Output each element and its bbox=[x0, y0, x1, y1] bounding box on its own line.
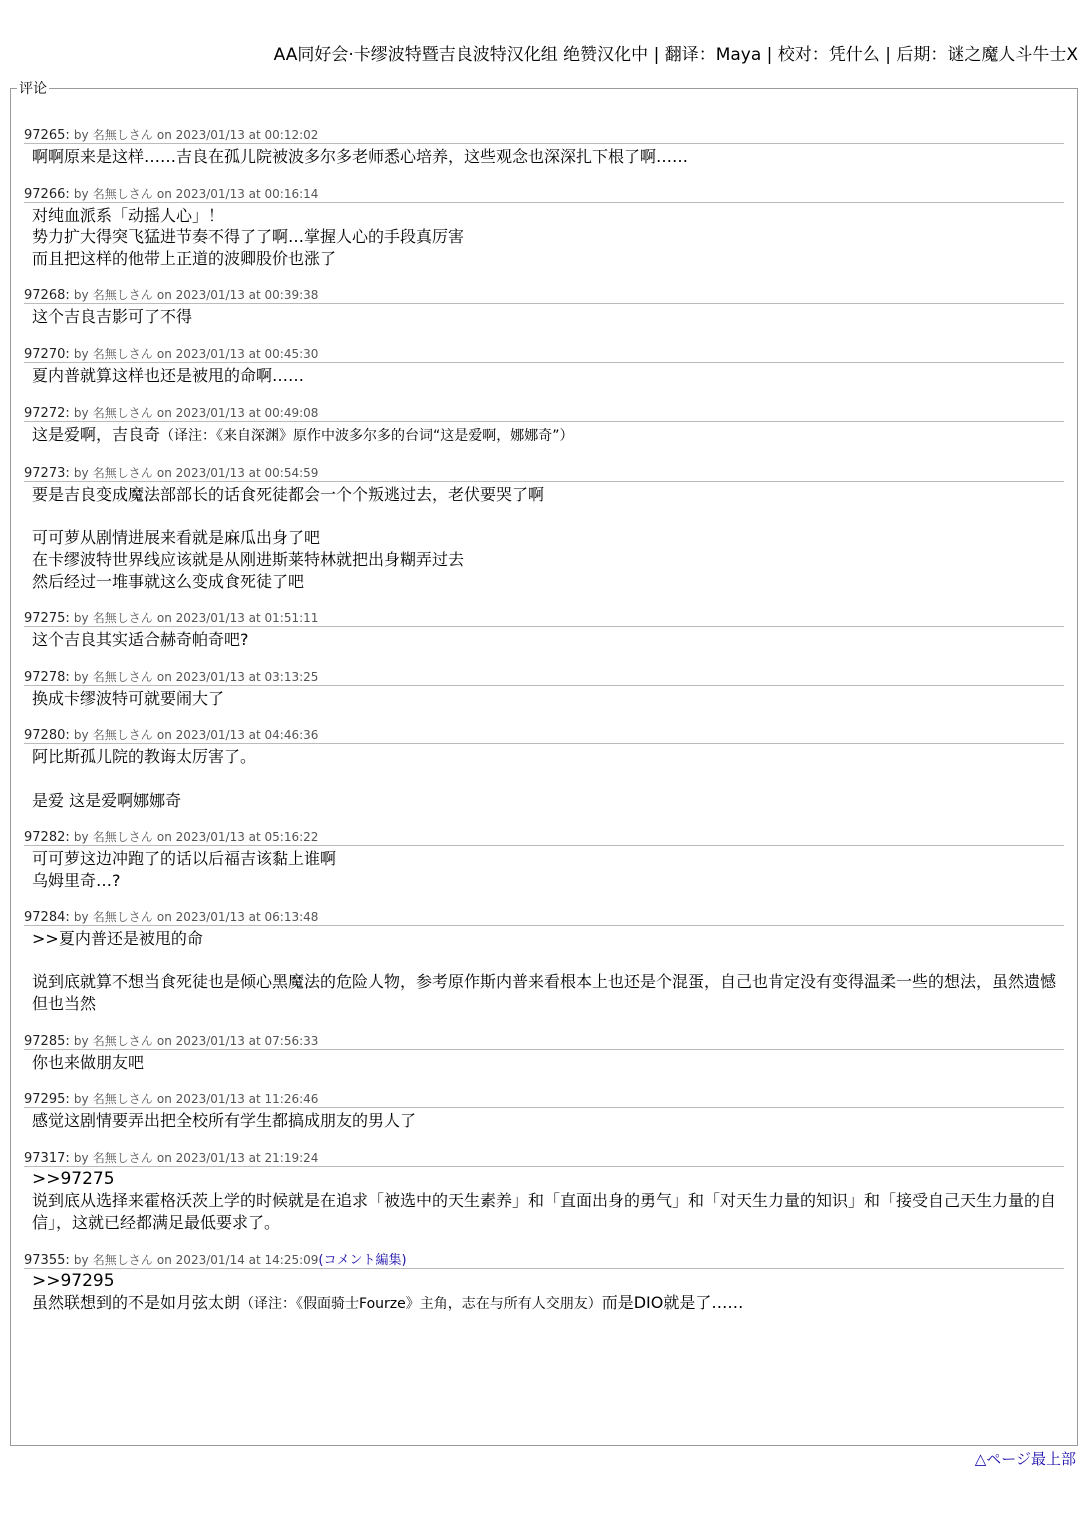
comment-body bbox=[24, 846, 1064, 891]
comment-datetime: on 2023/01/14 at 14:25:09 bbox=[156, 1252, 319, 1267]
comment-by: by bbox=[73, 1092, 89, 1107]
comment-body bbox=[24, 744, 1064, 811]
comment-by: by bbox=[73, 830, 89, 845]
comment-body bbox=[24, 363, 1064, 387]
comment-line bbox=[32, 506, 1064, 528]
comment-body bbox=[24, 203, 1064, 270]
comment-datetime: on 2023/01/13 at 21:19:24 bbox=[156, 1150, 319, 1165]
comment-line: 你也来做朋友吧 bbox=[32, 1052, 145, 1072]
comment-author[interactable]: 名無しさん bbox=[92, 1033, 153, 1048]
comment-meta bbox=[24, 1253, 1064, 1269]
comment-meta bbox=[24, 128, 1064, 144]
comment-datetime: on 2023/01/13 at 00:45:30 bbox=[156, 346, 319, 361]
comment-author[interactable]: 名無しさん bbox=[92, 128, 153, 142]
comment-meta bbox=[24, 347, 1064, 363]
comment-datetime: on 2023/01/13 at 00:16:14 bbox=[156, 186, 319, 201]
comment-line: 这是爱啊，吉良奇（译注：《来自深渊》原作中波多尔多的台词“这是爱啊，娜娜奇”） bbox=[32, 424, 574, 444]
comment-number: 97355: bbox=[24, 1252, 70, 1268]
comment-by: by bbox=[73, 128, 89, 142]
comment-datetime: on 2023/01/13 at 07:56:33 bbox=[156, 1033, 319, 1048]
comment-datetime: on 2023/01/13 at 03:13:25 bbox=[156, 669, 319, 684]
comment-meta bbox=[24, 1092, 1064, 1108]
comment-by: by bbox=[73, 466, 89, 481]
comment-number: 97317: bbox=[24, 1150, 70, 1166]
comment-number: 97284: bbox=[24, 910, 70, 926]
comment-datetime: on 2023/01/13 at 05:16:22 bbox=[156, 830, 319, 845]
comment-author[interactable]: 名無しさん bbox=[92, 910, 153, 925]
comment-line: 阿比斯孤儿院的教诲太厉害了。 bbox=[32, 747, 257, 767]
comment-author[interactable]: 名無しさん bbox=[92, 405, 153, 420]
comment-meta bbox=[24, 406, 1064, 422]
comment-item bbox=[24, 910, 1064, 1014]
comment-quote-ref[interactable]: >>97295 bbox=[32, 1270, 115, 1291]
comment-number: 97275: bbox=[24, 611, 70, 627]
comment-body bbox=[24, 686, 1064, 710]
comment-item bbox=[24, 611, 1064, 651]
comment-datetime: on 2023/01/13 at 00:12:02 bbox=[156, 128, 319, 142]
translator-note: （译注：《来自深渊》原作中波多尔多的台词“这是爱啊，娜娜奇”） bbox=[160, 427, 574, 444]
comment-line: 而且把这样的他带上正道的波卿股价也涨了 bbox=[32, 248, 337, 268]
comment-item bbox=[24, 670, 1064, 710]
credits-line: AA同好会·卡缪波特暨吉良波特汉化组 绝赞汉化中 | 翻译：Maya | 校对：凭什么 | 后期：谜之魔人斗牛士X bbox=[273, 45, 1078, 65]
comment-datetime: on 2023/01/13 at 00:49:08 bbox=[156, 405, 319, 420]
comment-meta bbox=[24, 910, 1064, 926]
comment-meta bbox=[24, 466, 1064, 482]
comment-author[interactable]: 名無しさん bbox=[92, 1092, 153, 1107]
comment-line: 是爱 这是爱啊娜娜奇 bbox=[32, 790, 182, 810]
comment-item bbox=[24, 830, 1064, 891]
comment-datetime: on 2023/01/13 at 00:54:59 bbox=[156, 466, 319, 481]
comment-line: 这个吉良其实适合赫奇帕奇吧? bbox=[32, 630, 249, 650]
comment-by: by bbox=[73, 669, 89, 684]
comment-line bbox=[32, 950, 1064, 972]
comment-item bbox=[24, 128, 1064, 168]
comment-number: 97272: bbox=[24, 405, 70, 421]
comment-item bbox=[24, 466, 1064, 592]
comment-line: 说到底就算不想当食死徒也是倾心黑魔法的危险人物，参考原作斯内普来看根本上也还是个混蛋，自己也肯定没有变得温柔一些的想法，虽然遗憾但也当然 bbox=[32, 972, 1057, 1014]
comment-body bbox=[24, 422, 1064, 448]
comment-body bbox=[24, 1108, 1064, 1132]
comment-number: 97280: bbox=[24, 728, 70, 744]
comment-author[interactable]: 名無しさん bbox=[92, 669, 153, 684]
comment-line: 可可萝从剧情进展来看就是麻瓜出身了吧 bbox=[32, 528, 321, 548]
comment-body bbox=[24, 1050, 1064, 1074]
comment-by: by bbox=[73, 288, 89, 303]
comment-meta bbox=[24, 611, 1064, 627]
comment-meta bbox=[24, 830, 1064, 846]
comment-meta bbox=[24, 1151, 1064, 1167]
comment-line: 要是吉良变成魔法部部长的话食死徒都会一个个叛逃过去，老伏要哭了啊 bbox=[32, 485, 545, 505]
comment-item bbox=[24, 1034, 1064, 1074]
comment-body bbox=[24, 627, 1064, 651]
comment-number: 97278: bbox=[24, 669, 70, 685]
comment-datetime: on 2023/01/13 at 06:13:48 bbox=[156, 910, 319, 925]
comment-by: by bbox=[73, 910, 89, 925]
comment-number: 97273: bbox=[24, 466, 70, 482]
comment-line: 感觉这剧情要弄出把全校所有学生都搞成朋友的男人了 bbox=[32, 1111, 417, 1131]
comment-quote-ref[interactable]: >>97275 bbox=[32, 1168, 115, 1189]
comment-line: 说到底从选择来霍格沃茨上学的时候就是在追求「被选中的天生素养」和「直面出身的勇气」和「对天生力量的知识」和「接受自己天生力量的自信」，这就已经都满足最低要求了。 bbox=[32, 1191, 1057, 1233]
comment-item bbox=[24, 187, 1064, 270]
comment-line bbox=[32, 768, 1064, 790]
comment-meta bbox=[24, 1034, 1064, 1050]
comment-number: 97285: bbox=[24, 1033, 70, 1049]
comment-author[interactable]: 名無しさん bbox=[92, 346, 153, 361]
comment-line: 夏内普就算这样也还是被甩的命啊…… bbox=[32, 365, 305, 385]
comment-datetime: on 2023/01/13 at 00:39:38 bbox=[156, 288, 319, 303]
comment-author[interactable]: 名無しさん bbox=[92, 186, 153, 201]
comment-by: by bbox=[73, 405, 89, 420]
comment-line: 可可萝这边冲跑了的话以后福吉该黏上谁啊 bbox=[32, 849, 337, 869]
section-title: 评论 bbox=[19, 81, 47, 97]
comment-by: by bbox=[73, 1033, 89, 1048]
comment-body bbox=[24, 926, 1064, 1014]
comment-author[interactable]: 名無しさん bbox=[92, 1252, 153, 1267]
comment-datetime: on 2023/01/13 at 01:51:11 bbox=[156, 611, 319, 626]
comment-meta bbox=[24, 187, 1064, 203]
comment-edit-link[interactable]: (コメント編集) bbox=[318, 1252, 407, 1268]
comment-line: 啊啊原来是这样……吉良在孤儿院被波多尔多老师悉心培养，这些观念也深深扎下根了啊…… bbox=[32, 147, 689, 166]
comment-by: by bbox=[73, 1150, 89, 1165]
comment-line: 换成卡缪波特可就要闹大了 bbox=[32, 688, 225, 708]
comment-by: by bbox=[73, 186, 89, 201]
comment-item bbox=[24, 288, 1064, 328]
comment-author[interactable]: 名無しさん bbox=[92, 466, 153, 481]
comment-item bbox=[24, 1092, 1064, 1132]
comment-author[interactable]: 名無しさん bbox=[92, 288, 153, 303]
comment-body bbox=[24, 304, 1064, 328]
comment-author[interactable]: 名無しさん bbox=[92, 1150, 153, 1165]
comment-line: >>夏内普还是被甩的命 bbox=[32, 929, 203, 949]
comments-section bbox=[10, 78, 1078, 1446]
comment-item bbox=[24, 1253, 1064, 1316]
comment-line: 在卡缪波特世界线应该就是从刚进斯莱特林就把出身糊弄过去 bbox=[32, 549, 465, 569]
comment-body bbox=[24, 144, 1064, 168]
comment-meta bbox=[24, 670, 1064, 686]
comment-line: 然后经过一堆事就这么变成食死徒了吧 bbox=[32, 571, 305, 591]
translator-note: （译注：《假面骑士Fourze》主角，志在与所有人交朋友） bbox=[240, 1296, 602, 1313]
comment-line: 乌姆里奇…? bbox=[32, 870, 121, 890]
comment-by: by bbox=[73, 346, 89, 361]
comment-datetime: on 2023/01/13 at 04:46:36 bbox=[156, 728, 319, 743]
comment-body bbox=[24, 482, 1064, 592]
comment-line: 对纯血派系「动摇人心」！ bbox=[32, 205, 225, 225]
comment-line: 势力扩大得突飞猛进节奏不得了了啊…掌握人心的手段真厉害 bbox=[32, 227, 465, 247]
comment-list bbox=[24, 128, 1064, 1335]
comment-number: 97265: bbox=[24, 128, 70, 143]
comment-item bbox=[24, 728, 1064, 811]
comment-by: by bbox=[73, 728, 89, 743]
comment-number: 97268: bbox=[24, 288, 70, 304]
comment-author[interactable]: 名無しさん bbox=[92, 830, 153, 845]
comment-by: by bbox=[73, 611, 89, 626]
comment-line: 这个吉良吉影可了不得 bbox=[32, 307, 193, 327]
comment-number: 97295: bbox=[24, 1092, 70, 1108]
comment-meta bbox=[24, 288, 1064, 304]
comment-number: 97266: bbox=[24, 186, 70, 202]
comment-body bbox=[24, 1167, 1064, 1234]
comment-by: by bbox=[73, 1252, 89, 1267]
comment-number: 97282: bbox=[24, 830, 70, 846]
comment-item bbox=[24, 1151, 1064, 1234]
comment-author[interactable]: 名無しさん bbox=[92, 728, 153, 743]
comment-author[interactable]: 名無しさん bbox=[92, 611, 153, 626]
comment-item bbox=[24, 406, 1064, 448]
comment-meta bbox=[24, 728, 1064, 744]
back-to-top-link[interactable]: △ページ最上部 bbox=[974, 1450, 1076, 1468]
comment-datetime: on 2023/01/13 at 11:26:46 bbox=[156, 1092, 319, 1107]
comment-item bbox=[24, 347, 1064, 387]
comment-number: 97270: bbox=[24, 346, 70, 362]
comment-body bbox=[24, 1269, 1064, 1316]
comment-line: 虽然联想到的不是如月弦太朗（译注：《假面骑士Fourze》主角，志在与所有人交朋友）而是DIO就是了…… bbox=[32, 1293, 744, 1313]
